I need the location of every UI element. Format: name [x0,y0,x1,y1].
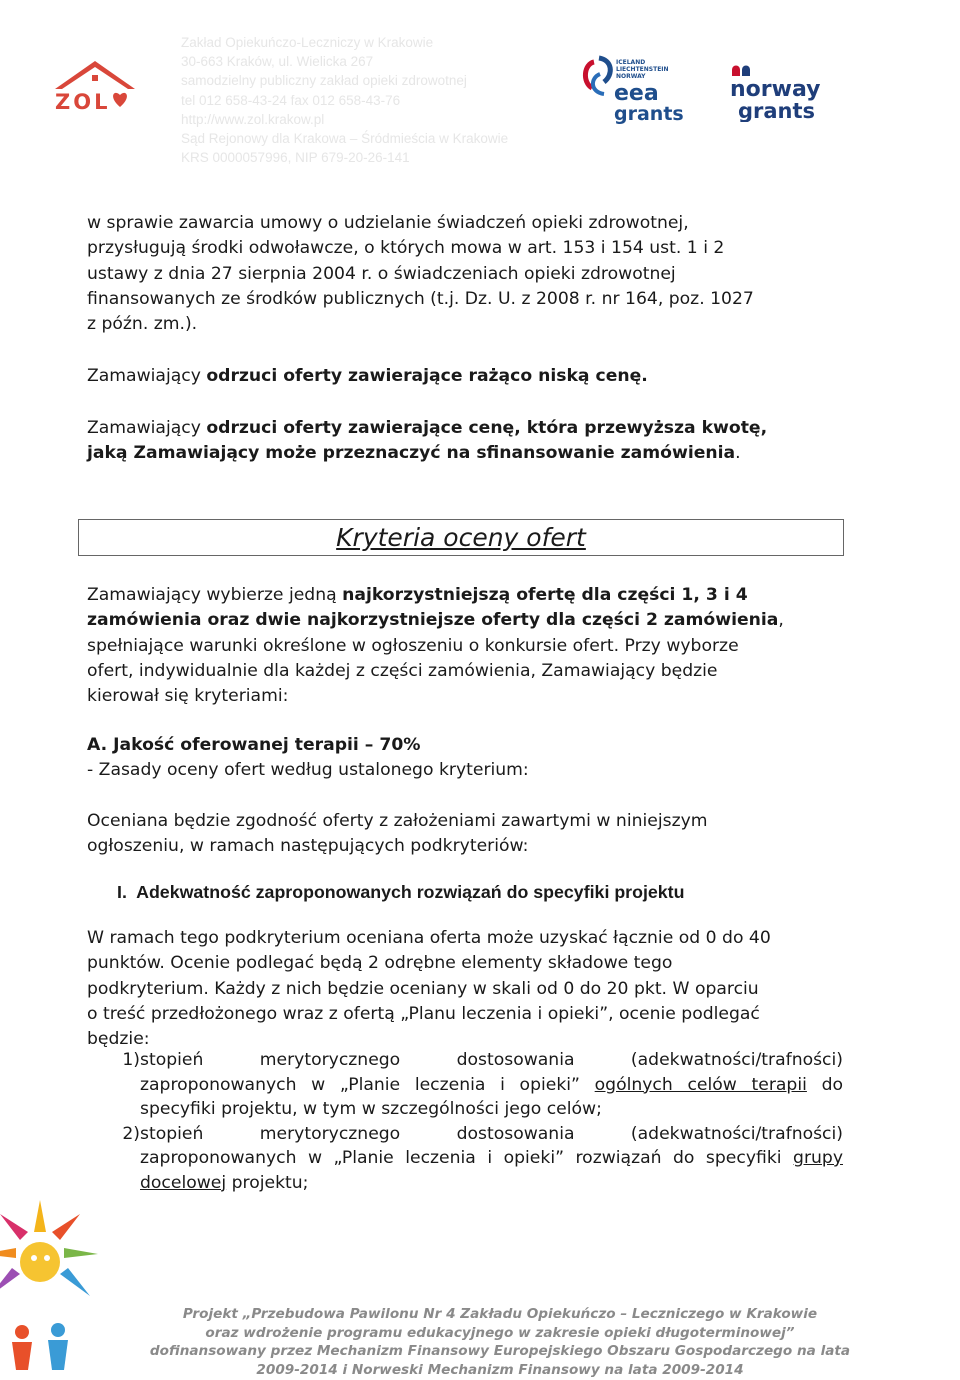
section-title-box [78,519,844,556]
org-phone: tel 012 658-43-24 fax 012 658-43-76 [181,92,401,108]
svg-text:eea: eea [614,81,659,106]
footer-line: oraz wdrożenie programu edukacyjnego w zakresie opieki długoterminowej” [205,1324,795,1341]
subcriterion-i-heading: I. Adekwatność zaproponowanych rozwiązań do specyfiki projektu [117,882,685,902]
criterion-a-subheading: - Zasady oceny ofert według ustalonego kryterium: [87,760,529,781]
list-item: 2) stopień merytorycznego dostosowania (adekwatności/trafności) zaproponowanych w „Planie leczenia i opieki” rozwiązań do specyfiki grupy docelowej projektu; [122,1123,843,1193]
text-line: ustawy z dnia 27 sierpnia 2004 r. o świadczeniach opieki zdrowotnej [87,263,676,284]
org-address: 30-663 Kraków, ul. Wielicka 267 [181,54,374,70]
paragraph-price-limit: Zamawiający odrzuci oferty zawierające cenę, która przewyższa kwotę, jaką Zamawiający może przeznaczyć na sfinansowanie zamówienia. [87,418,768,464]
footer-line: 2009-2014 i Norweski Mechanizm Finansowy na lata 2009-2014 [256,1361,744,1378]
zol-logo-text: ZOL [55,90,111,114]
paragraph-low-price: Zamawiający odrzuci oferty zawierające rażąco niską cenę. [87,366,648,386]
org-name: Zakład Opiekuńczo-Leczniczy w Krakowie [181,35,434,50]
sun-people-logo [0,1192,108,1380]
org-krs: KRS 0000057996, NIP 679-20-26-141 [181,150,410,166]
list-item: 1) stopień merytorycznego dostosowania (adekwatności/trafności) zaproponowanych w „Planie leczenia i opieki” ogólnych celów terapii do specyfiki projektu, w tym w szczególności jego celów; [122,1050,844,1119]
svg-text:norway: norway [730,77,821,102]
svg-text:NORWAY: NORWAY [616,73,646,80]
header-contact-block [181,33,508,167]
text-line: przysługują środki odwoławcze, o których mowa w art. 153 i 154 ust. 1 i 2 [87,238,725,259]
zol-logo [50,57,140,117]
paragraph-subcriterion-i: W ramach tego podkryterium oceniana oferta może uzyskać łącznie od 0 do 40 punktów. Ocenie podlegać będą 2 odrębne elementy składowe tego podkryterium. Każdy z nich będzie oceniany w skali od 0 do 20 pkt. W oparciu o treść przedłożonego wraz z ofertą „Planu leczenia i opieki”, ocenie podlegać będzie: [87,928,771,1050]
criterion-a [87,733,843,784]
org-type: samodzielny publiczny zakład opieki zdrowotnej [181,73,467,89]
criteria-list [87,1048,843,1195]
text-line: z późn. zm.). [87,314,198,335]
paragraph-selection: Zamawiający wybierze jedną najkorzystniejszą ofertę dla części 1, 3 i 4 zamówienia oraz dwie najkorzystniejsze oferty dla części 2 zamówienia, spełniające warunki określone w ogłoszeniu o konkursie ofert. Przy wyborze ofert, indywidualnie dla każdej z części zamówienia, Zamawiający będzie kierował się kryteriami: [87,585,784,707]
text-line: finansowanych ze środków publicznych (t.j. Dz. U. z 2008 r. nr 164, poz. 1027 [87,288,754,309]
project-footer [120,1305,880,1379]
paragraph-subcriteria-intro: Oceniana będzie zgodność oferty z założeniami zawartymi w niniejszym ogłoszeniu, w ramach następujących podkryteriów: [87,811,708,857]
paragraph-legal-remedies [87,211,843,337]
svg-text:grants: grants [738,99,816,122]
svg-text:LIECHTENSTEIN: LIECHTENSTEIN [616,66,669,73]
footer-line: dofinansowany przez Mechanizm Finansowy Europejskiego Obszaru Gospodarczego na lata [149,1343,851,1359]
eea-grants-logo [582,52,697,127]
footer-line: Projekt „Przebudowa Pawilonu Nr 4 Zakładu Opiekuńczo – Leczniczego w Krakowie [182,1306,818,1322]
emphasis: odrzuci oferty zawierające rażąco niską cenę. [206,366,648,386]
svg-text:ICELAND: ICELAND [616,59,646,66]
section-title: Kryteria oceny ofert [336,523,586,552]
criterion-a-heading: A. Jakość oferowanej terapii – 70% [87,735,421,755]
org-court: Sąd Rejonowy dla Krakowa – Śródmieścia w Krakowie [181,131,509,147]
text-line: w sprawie zawarcia umowy o udzielanie świadczeń opieki zdrowotnej, [87,213,689,233]
org-website[interactable]: http://www.zol.krakow.pl [181,111,325,127]
svg-text:grants: grants [614,103,684,125]
norway-grants-logo [728,62,838,122]
